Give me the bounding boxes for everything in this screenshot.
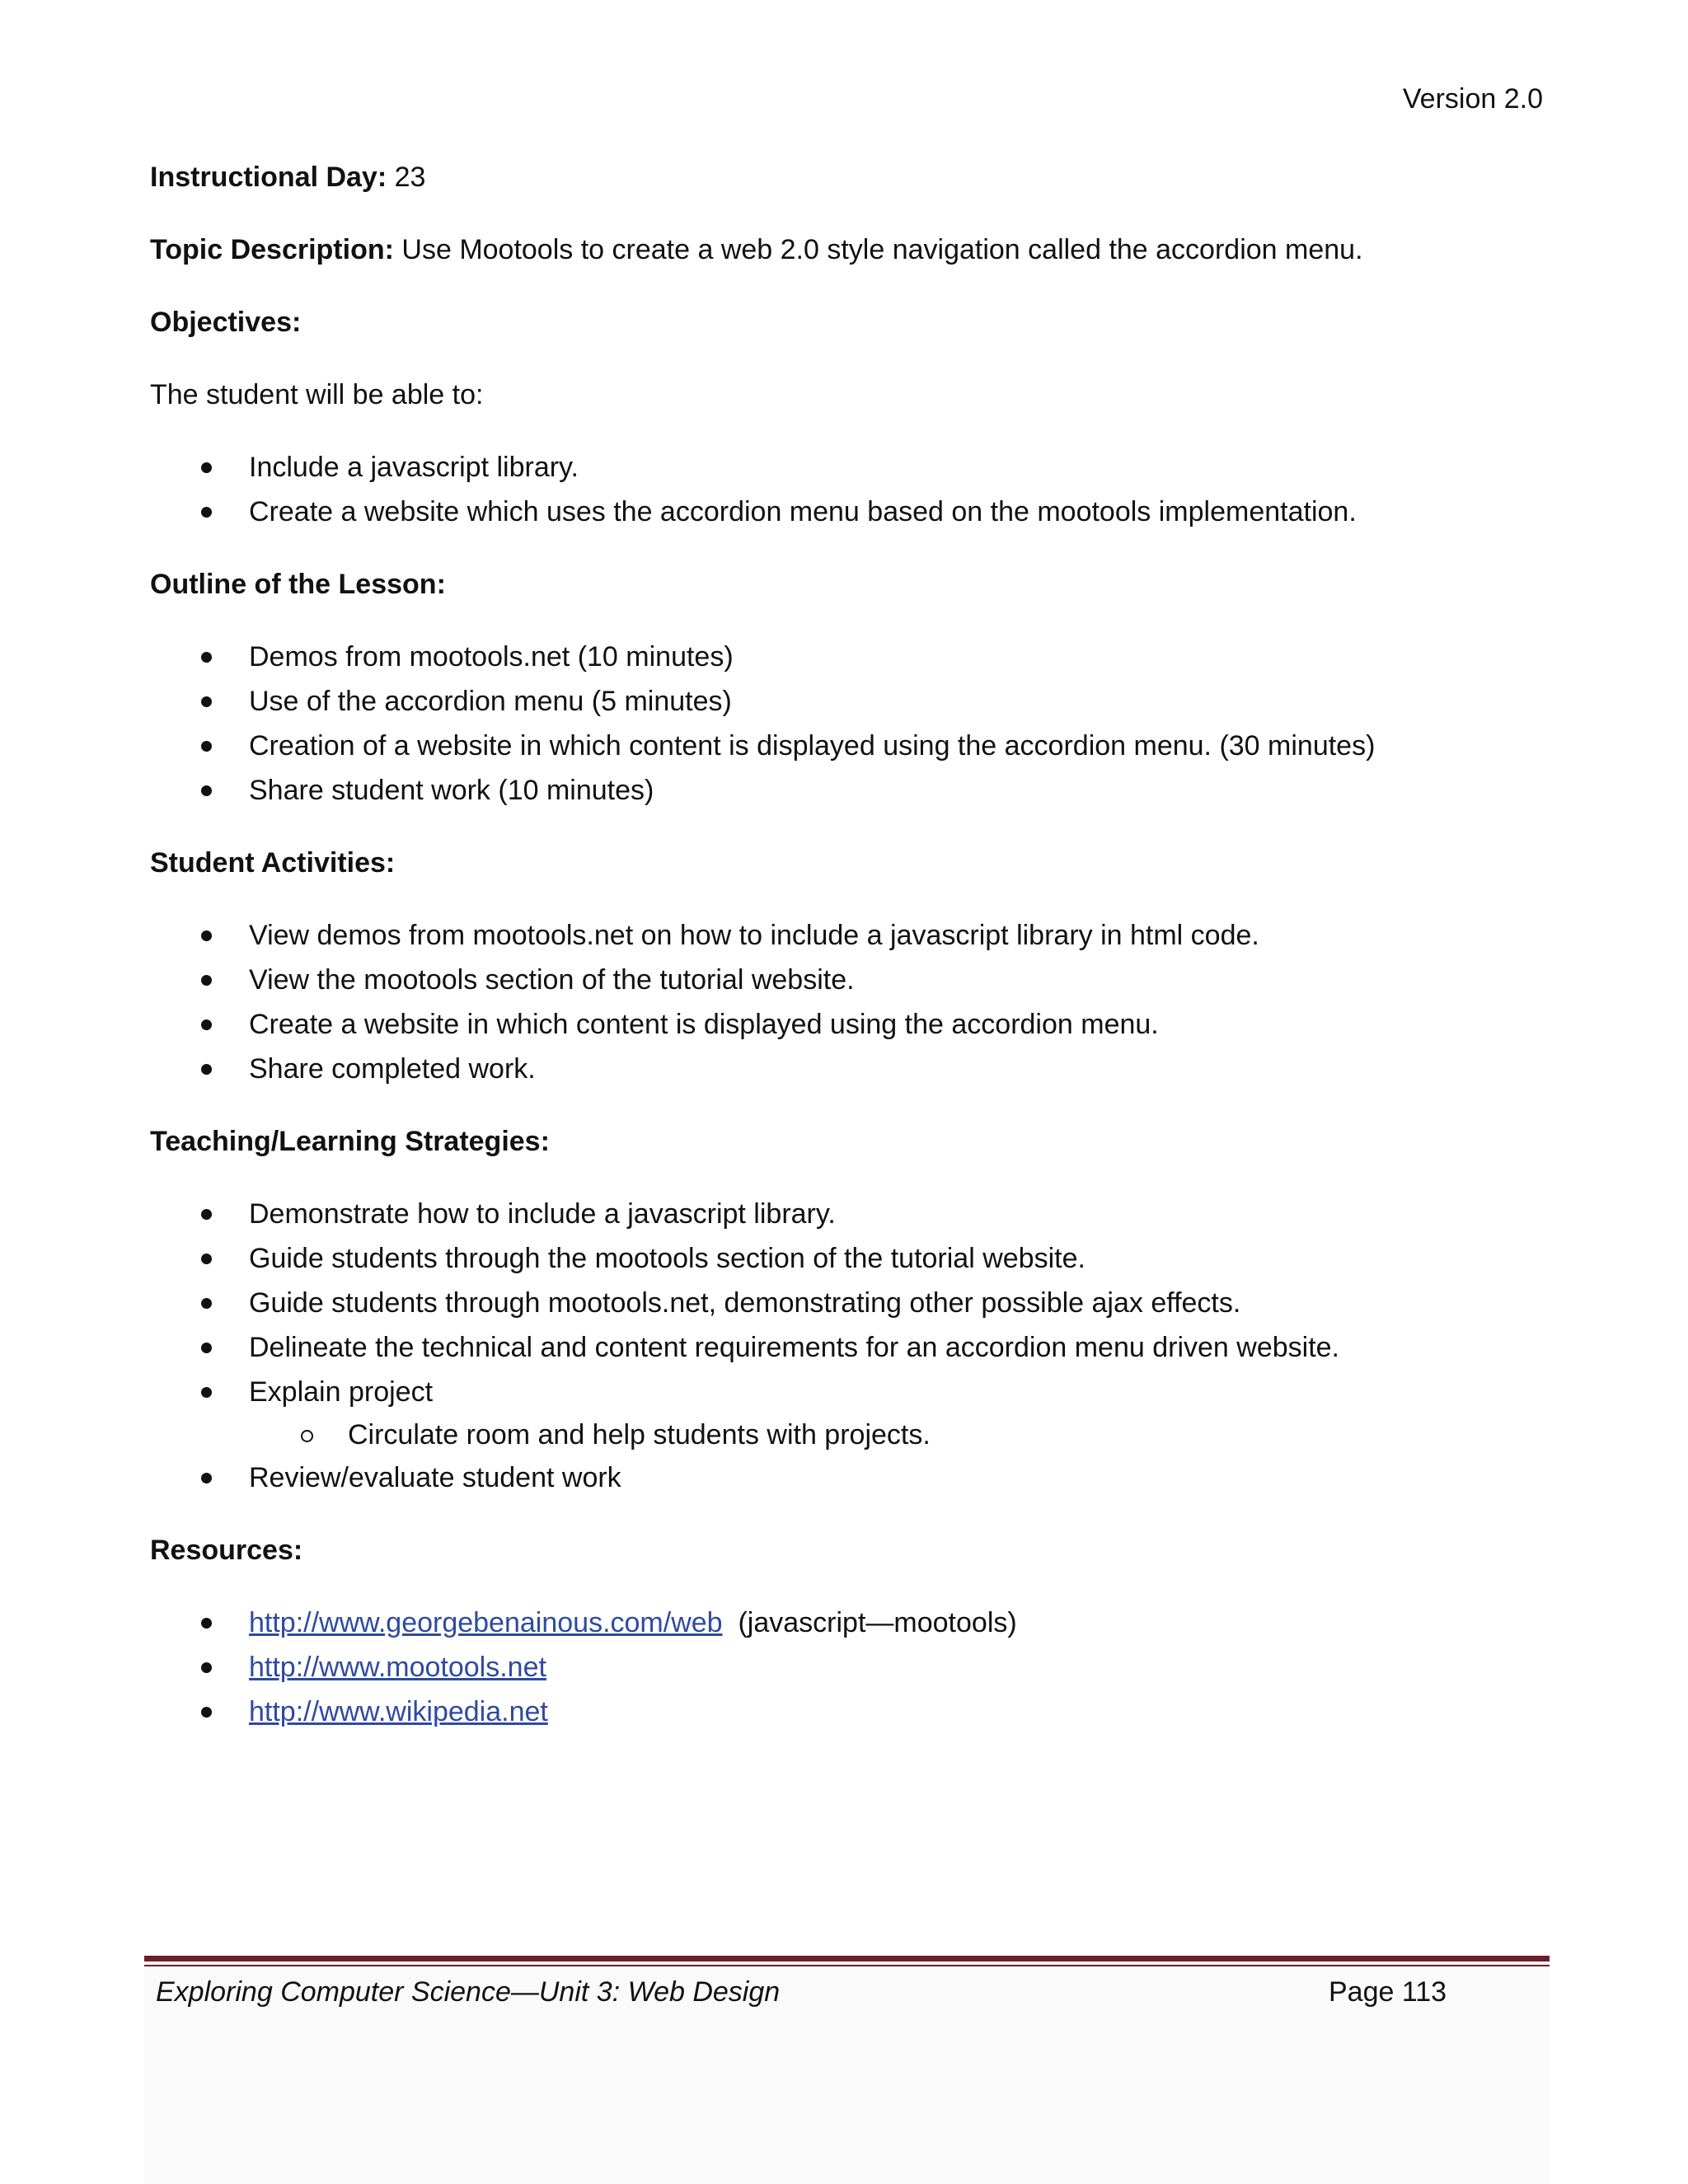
bullet-icon [201, 1209, 212, 1220]
topic-label: Topic Description: [150, 234, 394, 265]
bullet-icon [201, 1343, 212, 1353]
list-item: Explain project [150, 1370, 1551, 1414]
list-item: Demonstrate how to include a javascript library. [150, 1192, 1551, 1236]
topic-description [150, 230, 1551, 269]
list-item: View the mootools section of the tutorial website. [150, 958, 1551, 1002]
strategies-list [150, 1192, 1551, 1414]
bullet-icon [201, 930, 212, 941]
list-item: Use of the accordion menu (5 minutes) [150, 679, 1551, 724]
bullet-icon [201, 652, 212, 663]
objectives-heading: Objectives: [150, 307, 302, 338]
bullet-icon [201, 1618, 212, 1629]
bullet-icon [201, 1662, 212, 1673]
list-item: Share completed work. [150, 1047, 1551, 1091]
bullet-icon [201, 975, 212, 986]
list-item: Include a javascript library. [150, 445, 1551, 490]
bullet-icon [201, 507, 212, 518]
list-item: Review/evaluate student work [150, 1455, 1551, 1500]
bullet-icon [201, 1387, 212, 1398]
list-item: Guide students through the mootools section of the tutorial website. [150, 1236, 1551, 1281]
list-item [150, 1690, 1551, 1734]
instructional-day-label: Instructional Day: [150, 162, 387, 193]
bullet-icon [201, 1254, 212, 1264]
outline-list [150, 635, 1551, 813]
bullet-icon [201, 785, 212, 796]
resources-list [150, 1601, 1551, 1734]
resource-link-mootools[interactable]: http://www.mootools.net [249, 1652, 546, 1683]
list-item: Creation of a website in which content is displayed using the accordion menu. (30 minutes) [150, 724, 1551, 768]
version-label: Version 2.0 [1402, 83, 1543, 115]
objectives-list [150, 445, 1551, 534]
topic-text: Use Mootools to create a web 2.0 style navigation called the accordion menu. [401, 234, 1363, 265]
page-number: Page 113 [1329, 1976, 1447, 2008]
sub-list-item: Circulate room and help students with projects. [150, 1414, 1551, 1455]
lesson-content [150, 157, 1551, 1734]
activities-list [150, 913, 1551, 1091]
activities-heading: Student Activities: [150, 847, 396, 879]
instructional-day [150, 157, 1551, 197]
list-item: Create a website which uses the accordion menu based on the mootools implementation. [150, 490, 1551, 534]
resource-link-wikipedia[interactable]: http://www.wikipedia.net [249, 1696, 548, 1727]
bullet-icon [201, 1019, 212, 1030]
bullet-icon [201, 1298, 212, 1309]
resources-heading: Resources: [150, 1535, 303, 1566]
list-item: Demos from mootools.net (10 minutes) [150, 635, 1551, 679]
list-item: Share student work (10 minutes) [150, 768, 1551, 813]
instructional-day-value: 23 [394, 162, 426, 193]
bullet-icon [201, 1064, 212, 1075]
strategies-heading: Teaching/Learning Strategies: [150, 1126, 550, 1157]
list-item: Create a website in which content is displayed using the accordion menu. [150, 1002, 1551, 1047]
list-item [150, 1601, 1551, 1645]
bullet-icon [201, 1473, 212, 1483]
list-item: Delineate the technical and content requirements for an accordion menu driven website. [150, 1325, 1551, 1370]
bullet-icon [201, 462, 212, 473]
list-item: Guide students through mootools.net, demonstrating other possible ajax effects. [150, 1281, 1551, 1325]
footer-rule-thin [144, 1965, 1550, 1966]
resource-note: (javascript—mootools) [738, 1607, 1017, 1638]
bullet-icon [201, 1707, 212, 1718]
hollow-bullet-icon [301, 1430, 313, 1442]
list-item [150, 1645, 1551, 1690]
footer-rule-thick [144, 1956, 1550, 1961]
footer-title: Exploring Computer Science—Unit 3: Web Design [156, 1976, 781, 2008]
bullet-icon [201, 696, 212, 707]
strategies-list-end [150, 1455, 1551, 1500]
bullet-icon [201, 741, 212, 752]
outline-heading: Outline of the Lesson: [150, 569, 446, 600]
resource-link-georgebenainous[interactable]: http://www.georgebenainous.com/web [249, 1607, 723, 1638]
list-item: View demos from mootools.net on how to include a javascript library in html code. [150, 913, 1551, 958]
objectives-intro: The student will be able to: [150, 379, 484, 410]
